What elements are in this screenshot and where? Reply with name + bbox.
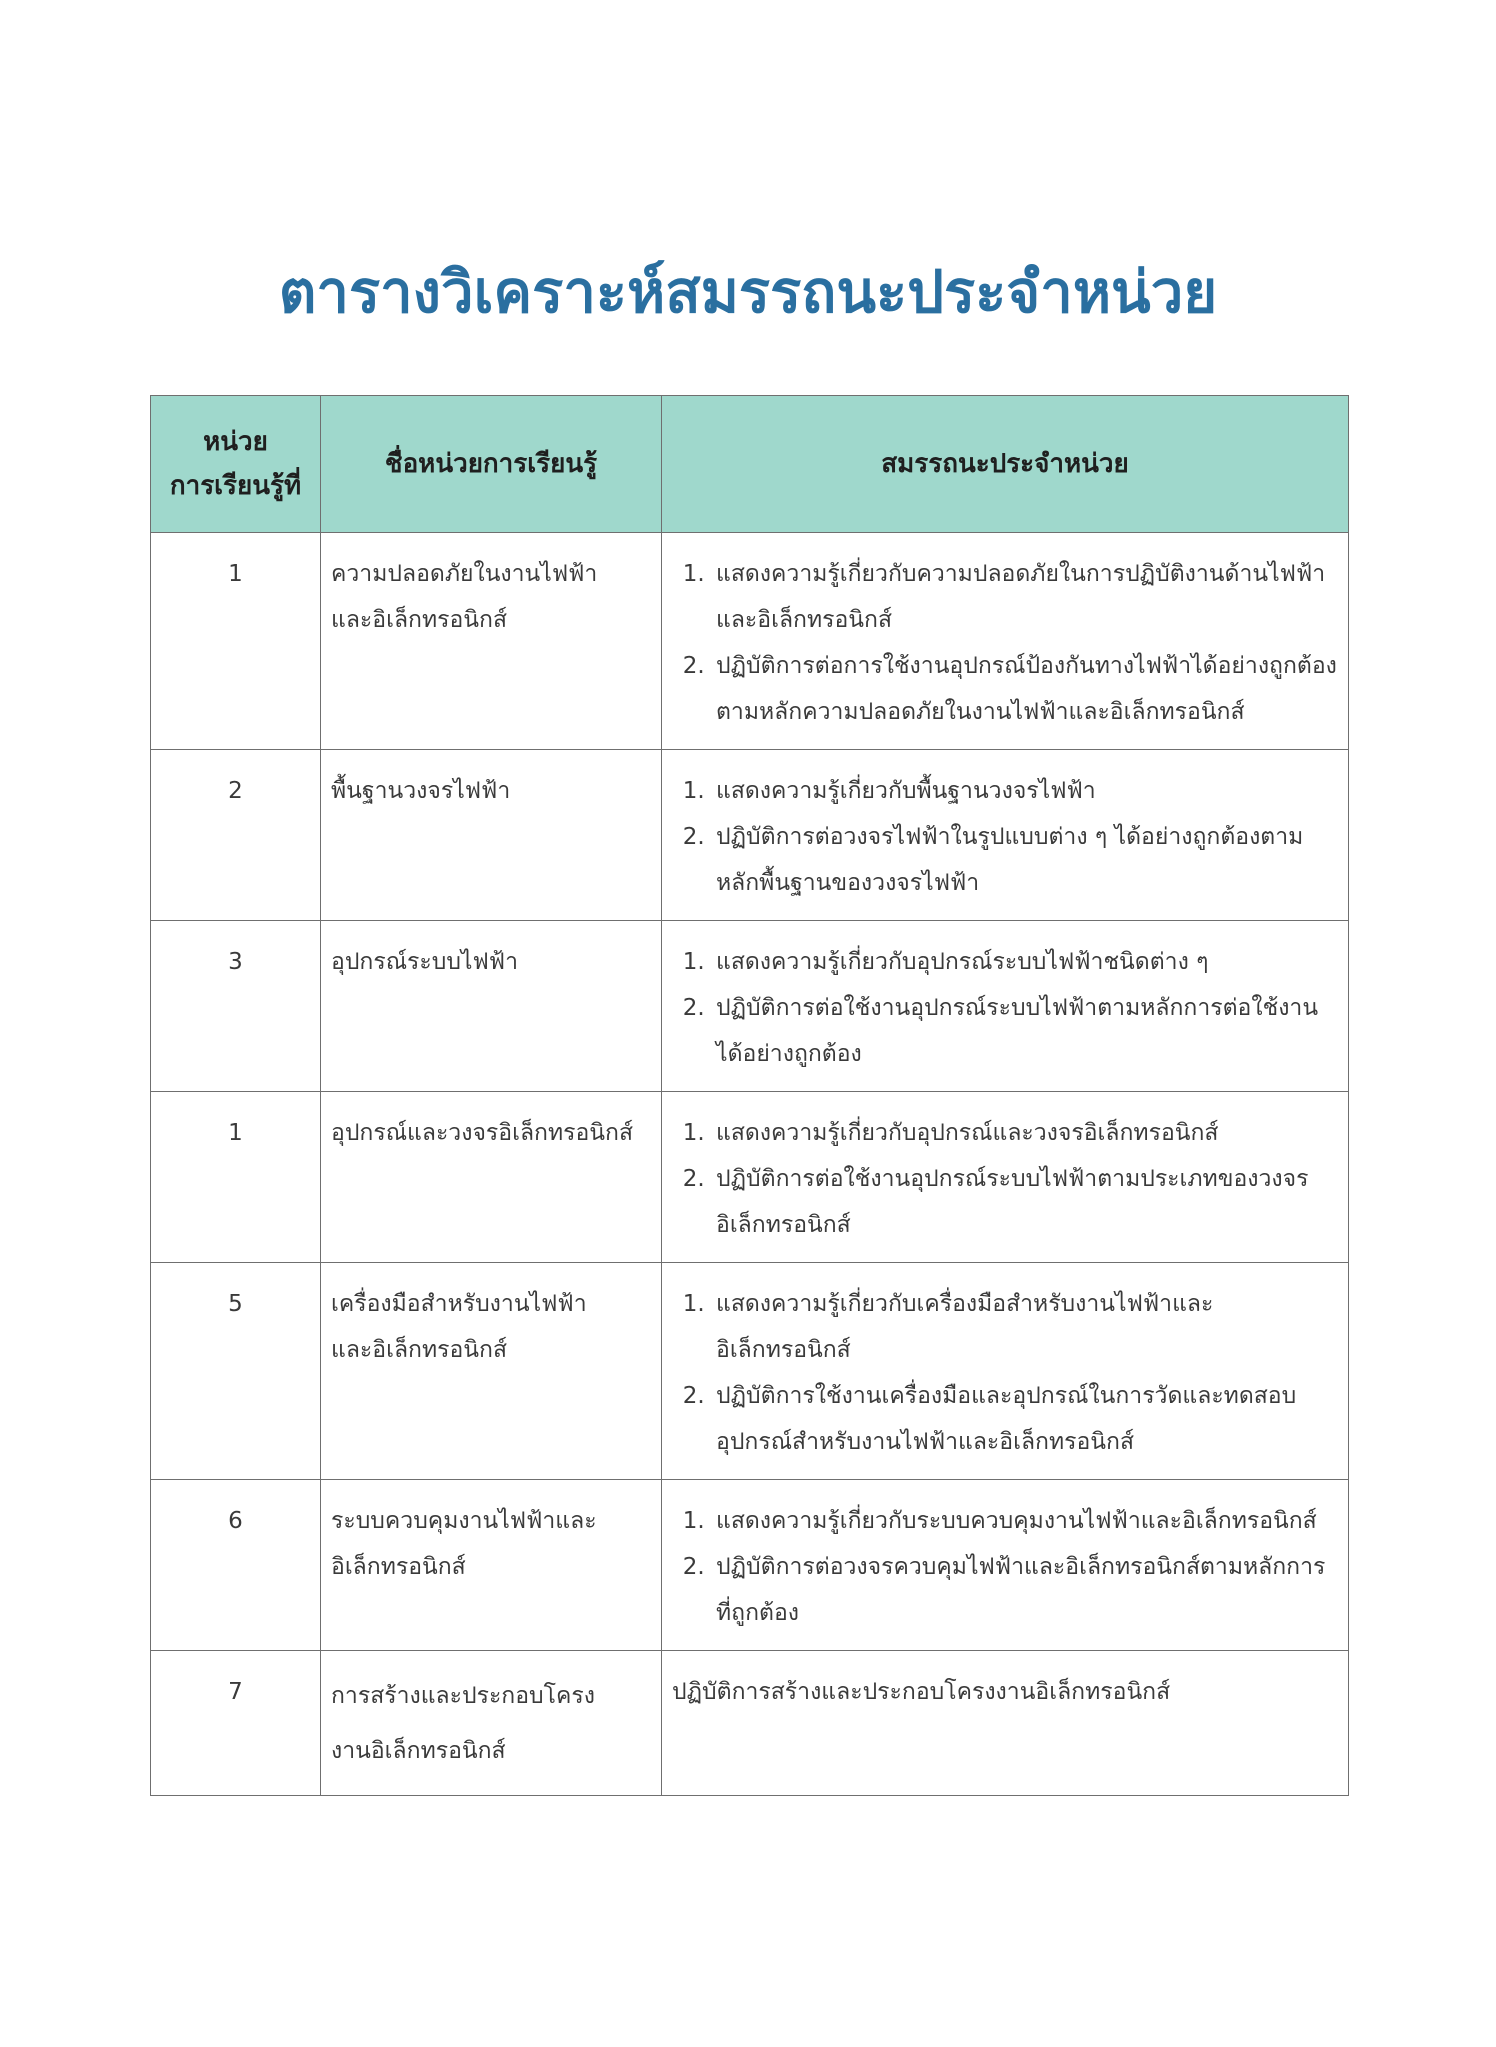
unit-competencies — [662, 533, 1349, 750]
unit-competencies — [662, 921, 1349, 1092]
unit-name — [321, 1480, 662, 1651]
unit-number: 2 — [151, 750, 321, 921]
unit-name-text: เครื่องมือสำหรับงานไฟฟ้าและอิเล็กทรอนิกส์ — [331, 1291, 587, 1363]
unit-name-text: ความปลอดภัยในงานไฟฟ้าและอิเล็กทรอนิกส์ — [331, 561, 598, 633]
competency-list — [672, 551, 1338, 735]
competency-item: ปฏิบัติการสร้างและประกอบโครงงานอิเล็กทรอนิกส์ — [672, 1679, 1171, 1705]
competency-table — [150, 395, 1349, 1796]
unit-name-text: พื้นฐานวงจรไฟฟ้า — [331, 778, 511, 804]
unit-name-text: การสร้างและประกอบโครงงานอิเล็กทรอนิกส์ — [331, 1683, 595, 1764]
unit-name — [321, 1263, 662, 1480]
unit-name-text: อุปกรณ์และวงจรอิเล็กทรอนิกส์ — [331, 1120, 633, 1146]
unit-number: 6 — [151, 1480, 321, 1651]
unit-name — [321, 921, 662, 1092]
header-name: ชื่อหน่วยการเรียนรู้ — [321, 396, 662, 533]
table-row — [151, 1651, 1349, 1796]
unit-name-text: ระบบควบคุมงานไฟฟ้าและอิเล็กทรอนิกส์ — [331, 1508, 597, 1580]
competency-item: 2. ปฏิบัติการใช้งานเครื่องมือและอุปกรณ์ในการวัดและทดสอบอุปกรณ์สำหรับงานไฟฟ้าและอิเล็กทรอนิกส์ — [712, 1373, 1338, 1465]
competency-item: 1. แสดงความรู้เกี่ยวกับพื้นฐานวงจรไฟฟ้า — [712, 768, 1338, 814]
competency-list — [672, 1498, 1338, 1636]
unit-competencies — [662, 1263, 1349, 1480]
competency-list — [672, 939, 1338, 1077]
table-row — [151, 750, 1349, 921]
header-unit-line1: หน่วย — [203, 427, 268, 457]
table-row — [151, 1092, 1349, 1263]
competency-item: 1. แสดงความรู้เกี่ยวกับอุปกรณ์ระบบไฟฟ้าชนิดต่าง ๆ — [712, 939, 1338, 985]
unit-competencies — [662, 1651, 1349, 1796]
competency-item: 1. แสดงความรู้เกี่ยวกับระบบควบคุมงานไฟฟ้าและอิเล็กทรอนิกส์ — [712, 1498, 1338, 1544]
unit-number: 3 — [151, 921, 321, 1092]
unit-name — [321, 1651, 662, 1796]
table-row — [151, 1263, 1349, 1480]
page-title: ตารางวิเคราะห์สมรรถนะประจำหน่วย — [278, 258, 1218, 326]
table-row — [151, 921, 1349, 1092]
competency-list — [672, 768, 1338, 906]
header-unit — [151, 396, 321, 533]
unit-number: 1 — [151, 533, 321, 750]
unit-number: 5 — [151, 1263, 321, 1480]
competency-item: 2. ปฏิบัติการต่อวงจรควบคุมไฟฟ้าและอิเล็กทรอนิกส์ตามหลักการที่ถูกต้อง — [712, 1544, 1338, 1636]
unit-competencies — [662, 750, 1349, 921]
header-unit-line2: การเรียนรู้ที่ — [169, 471, 302, 501]
competency-item: 2. ปฏิบัติการต่อใช้งานอุปกรณ์ระบบไฟฟ้าตามประเภทของวงจรอิเล็กทรอนิกส์ — [712, 1156, 1338, 1248]
competency-item: 2. ปฏิบัติการต่อใช้งานอุปกรณ์ระบบไฟฟ้าตามหลักการต่อใช้งานได้อย่างถูกต้อง — [712, 985, 1338, 1077]
unit-name — [321, 1092, 662, 1263]
unit-number: 1 — [151, 1092, 321, 1263]
table-row — [151, 533, 1349, 750]
unit-competencies — [662, 1480, 1349, 1651]
unit-name — [321, 533, 662, 750]
unit-name-text: อุปกรณ์ระบบไฟฟ้า — [331, 949, 518, 975]
table-header-row — [151, 396, 1349, 533]
competency-item: 1. แสดงความรู้เกี่ยวกับอุปกรณ์และวงจรอิเล็กทรอนิกส์ — [712, 1110, 1338, 1156]
competency-list — [672, 1110, 1338, 1248]
competency-item: 2. ปฏิบัติการต่อการใช้งานอุปกรณ์ป้องกันทางไฟฟ้าได้อย่างถูกต้องตามหลักความปลอดภัยในงานไฟฟ้าและอิเล็กทรอนิกส์ — [712, 643, 1338, 735]
header-competency: สมรรถนะประจำหน่วย — [662, 396, 1349, 533]
competency-item: 2. ปฏิบัติการต่อวงจรไฟฟ้าในรูปแบบต่าง ๆ ได้อย่างถูกต้องตามหลักพื้นฐานของวงจรไฟฟ้า — [712, 814, 1338, 906]
competency-item: 1. แสดงความรู้เกี่ยวกับความปลอดภัยในการปฏิบัติงานด้านไฟฟ้าและอิเล็กทรอนิกส์ — [712, 551, 1338, 643]
competency-list — [672, 1281, 1338, 1465]
unit-number: 7 — [151, 1651, 321, 1796]
unit-name — [321, 750, 662, 921]
unit-competencies — [662, 1092, 1349, 1263]
competency-item: 1. แสดงความรู้เกี่ยวกับเครื่องมือสำหรับงานไฟฟ้าและอิเล็กทรอนิกส์ — [712, 1281, 1338, 1373]
table-row — [151, 1480, 1349, 1651]
